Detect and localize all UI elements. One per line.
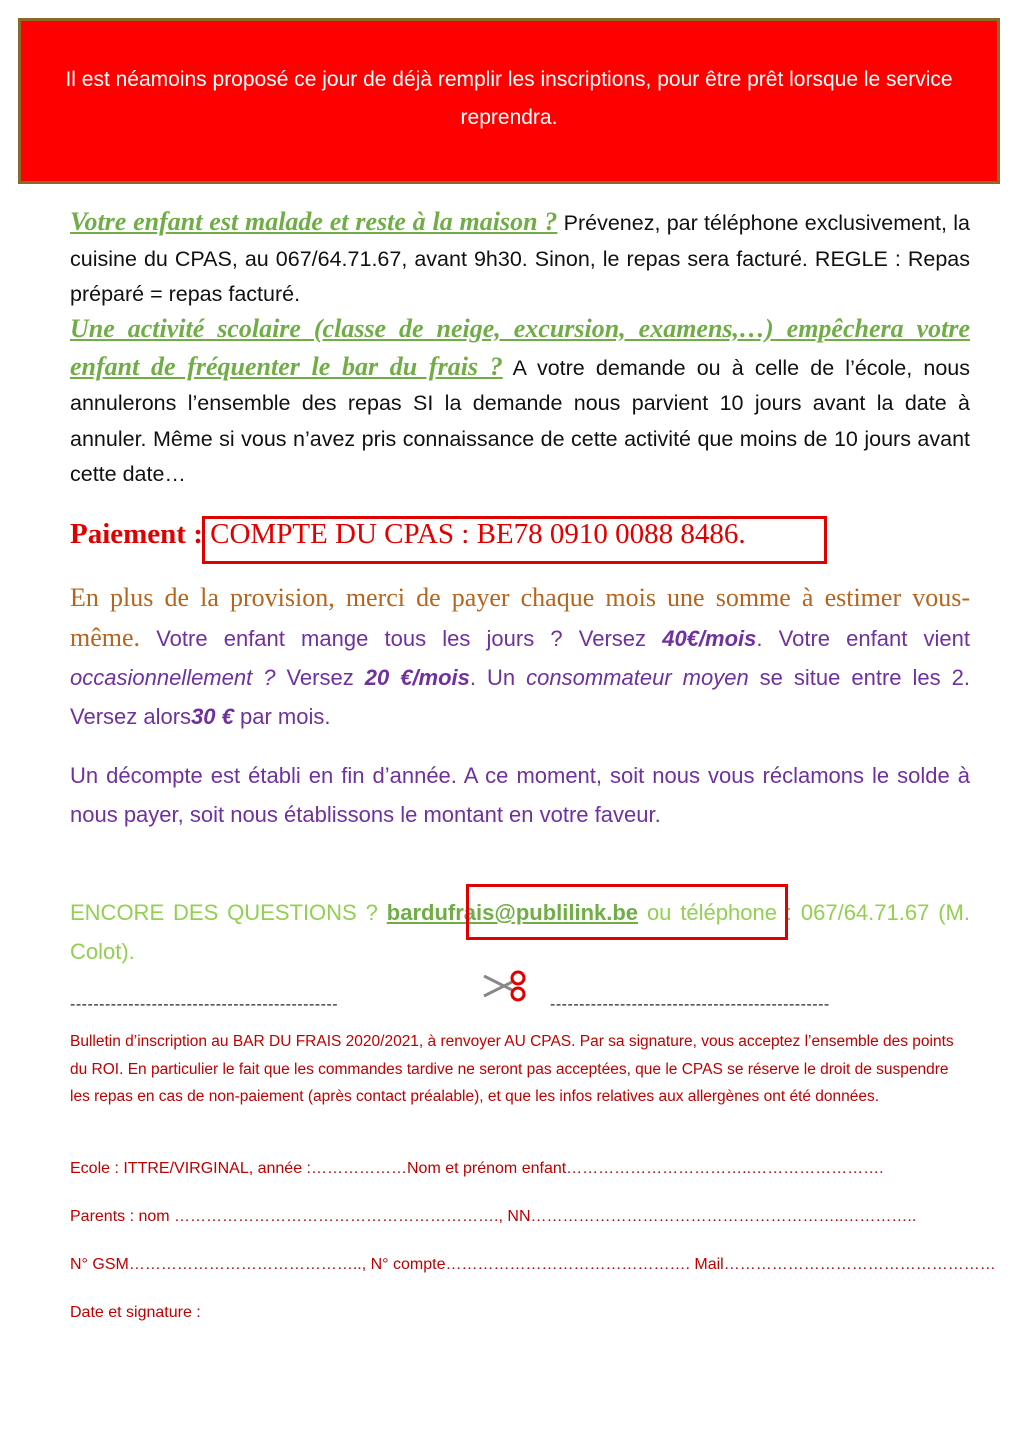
notice-banner [18,18,1000,184]
occasional-text: occasionnellement ? [70,665,276,690]
provision-text-2: . Votre enfant vient [756,626,970,651]
activity-heading: Une activité scolaire (classe de neige, excursion, examens,…) empêchera votre enfant de fréquenter le bar du frais ? [70,314,970,381]
bulletin-text: Bulletin d’inscription au BAR DU FRAIS 2020/2021, à renvoyer AU CPAS. Par sa signature, vous acceptez l’ensemble des points du ROI. En particulier le fait que les commandes tardive ne seront pas acceptées, que le CPAS se réserve le droit de suspendre les repas en cas de non-paiement (après contact préalable), et que les infos relatives aux allergènes ont été données. [70,1033,954,1105]
cut-line-right: ------------------------------------------------ [550,996,830,1013]
form-line-contact: N° GSM…………………………………….., N° compte………………………………………. Mail…………………………………………… [70,1256,996,1273]
banner-text: Il est néamoins proposé ce jour de déjà remplir les inscriptions, pour être prêt lorsque le service reprendra. [65,68,953,129]
payment-label: Paiement : [70,518,211,550]
sick-body: Prévenez, par téléphone exclusivement, la cuisine du CPAS, au 067/64.71.67, avant 9h30. Sinon, le repas sera facturé. REGLE : Repas préparé = repas facturé. [70,211,970,306]
sick-heading: Votre enfant est malade et reste à la maison ? [70,207,558,236]
scissors-icon [482,966,528,1006]
form-line-signature: Date et signature : [70,1304,201,1321]
provision-intro: En plus de la provision, merci de payer chaque mois une somme à estimer vous-même. [70,583,970,652]
decompte-paragraph: Un décompte est établi en fin d’année. A ce moment, soit nous vous réclamons le solde à nous payer, soit nous établissons le montant en votre faveur. [70,763,970,827]
activity-paragraph [70,311,970,493]
provision-paragraph [70,578,970,736]
form-line-parents: Parents : nom ……………………………………………………., NN…………………………………………………..………….. [70,1208,917,1225]
cut-line-left: ---------------------------------------------- [70,996,339,1013]
activity-body: A votre demande ou à celle de l’école, nous annulerons l’ensemble des repas SI la demande nous parvient 10 jours avant la date à annuler. Même si vous n’avez pris connaissance de cette activité que moins de 10 jours avant cette date… [70,355,970,486]
provision-text-5: se situe entre les 2. Versez alors [70,665,971,729]
email-highlight-box [466,884,788,940]
questions-tail: ou téléphone : 067/64.71.67 (M. Colot). [70,900,970,964]
provision-text-1: Votre enfant mange tous les jours ? Versez [140,626,663,651]
payment-account: COMPTE DU CPAS : BE78 0910 0088 8486. [210,518,746,550]
amount-occasional: 20 €/mois [364,665,470,690]
account-highlight-box [202,516,827,564]
sick-paragraph [70,204,970,313]
form-line-school: Ecole : ITTRE/VIRGINAL, année :………………Nom et prénom enfant……………………………..……………………. [70,1160,884,1177]
provision-text-6: par mois. [233,704,331,729]
provision-text-3: Versez [275,665,365,690]
amount-daily: 40€/mois [662,626,757,651]
amount-average: 30 € [191,704,234,729]
average-consumer-text: consommateur moyen [526,665,749,690]
provision-text-4: . Un [469,665,527,690]
questions-label: ENCORE DES QUESTIONS ? [70,900,387,925]
email-link[interactable]: bardufrais@publilink.be [386,900,639,925]
